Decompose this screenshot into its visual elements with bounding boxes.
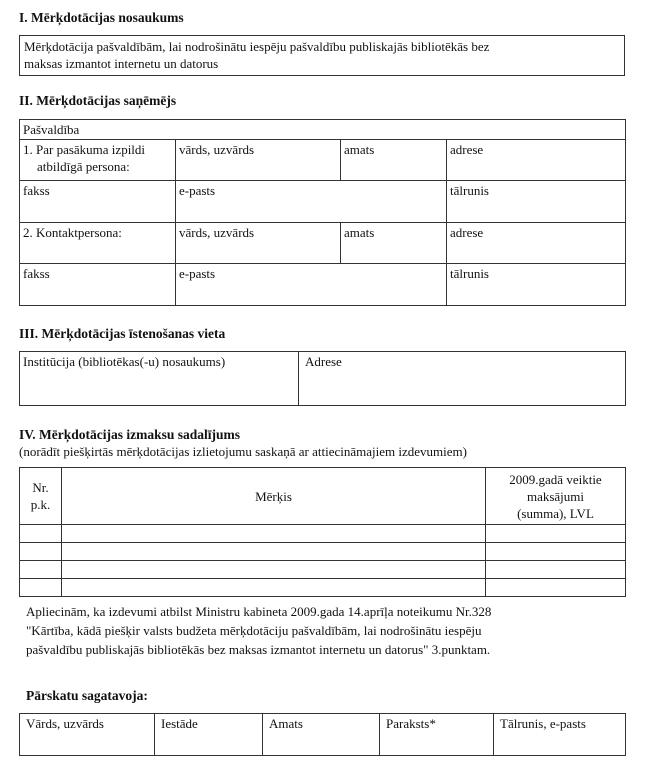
cost-nr-cell[interactable]	[20, 579, 62, 597]
grant-name-table	[19, 35, 625, 76]
prepared-name-cell[interactable]	[20, 714, 155, 756]
person1-email-cell[interactable]	[176, 181, 447, 223]
person1-label-cell	[20, 140, 176, 181]
cost-nr-cell[interactable]	[20, 561, 62, 579]
col-nr-line-1: Nr.	[32, 480, 49, 495]
cost-nr-cell[interactable]	[20, 543, 62, 561]
cost-purpose-cell[interactable]	[62, 525, 486, 543]
col-nr-line-2: p.k.	[30, 497, 51, 512]
col-amount-line-3: (summa), LVL	[517, 505, 594, 521]
prepared-signature-cell[interactable]	[380, 714, 494, 756]
person2-name-cell[interactable]	[176, 223, 341, 264]
col-purpose-header	[62, 468, 486, 525]
grant-name-line-1: Mērķdotācija pašvaldībām, lai nodrošinātu iespēju pašvaldību publiskajās bibliotēkās bez	[24, 39, 490, 54]
person2-email-label: e-pasts	[179, 266, 216, 281]
prepared-institution-label: Iestāde	[161, 716, 198, 731]
institution-cell[interactable]	[20, 352, 299, 406]
person2-fax-label: fakss	[23, 266, 50, 281]
person2-position-cell[interactable]	[341, 223, 447, 264]
prepared-contact-label: Tālrunis, e-pasts	[500, 716, 586, 731]
person1-name-cell[interactable]	[176, 140, 341, 181]
person2-phone-label: tālrunis	[450, 266, 489, 281]
grant-name-line-2: maksas izmantot internetu un datorus	[24, 56, 219, 71]
person2-email-cell[interactable]	[176, 264, 447, 306]
person2-phone-cell[interactable]	[447, 264, 626, 306]
institution-label: Institūcija (bibliotēkas(-u) nosaukums)	[23, 354, 226, 369]
person1-label-line-2: atbildīgā persona:	[37, 159, 130, 174]
cost-amount-cell[interactable]	[486, 579, 626, 597]
cost-amount-cell[interactable]	[486, 543, 626, 561]
prepared-signature-label: Paraksts*	[386, 716, 436, 731]
section-4-subtitle: (norādīt piešķirtās mērķdotācijas izlietojumu saskaņā ar attiecināmajiem izdevumiem)	[19, 444, 467, 459]
prepared-position-cell[interactable]	[263, 714, 380, 756]
person1-fax-label: fakss	[23, 183, 50, 198]
person2-name-label: vārds, uzvārds	[179, 225, 255, 240]
location-table	[19, 351, 626, 406]
col-amount-header	[486, 468, 626, 525]
location-address-label: Adrese	[305, 354, 342, 369]
cost-purpose-cell[interactable]	[62, 561, 486, 579]
person1-name-label: vārds, uzvārds	[179, 142, 255, 157]
section-2-title: II. Mērķdotācijas saņēmējs	[19, 93, 177, 108]
cost-purpose-cell[interactable]	[62, 543, 486, 561]
person2-label: 2. Kontaktpersona:	[23, 225, 122, 240]
prepared-contact-cell[interactable]	[494, 714, 626, 756]
costs-table	[19, 467, 626, 597]
cost-amount-cell[interactable]	[486, 525, 626, 543]
person2-fax-cell[interactable]	[20, 264, 176, 306]
cost-nr-cell[interactable]	[20, 525, 62, 543]
col-purpose-label: Mērķis	[255, 488, 292, 504]
person2-address-label: adrese	[450, 225, 484, 240]
section-1-title: I. Mērķdotācijas nosaukums	[19, 10, 184, 25]
col-amount-line-2: maksājumi	[526, 488, 585, 504]
person2-label-cell	[20, 223, 176, 264]
municipality-label: Pašvaldība	[23, 122, 80, 137]
person1-address-label: adrese	[450, 142, 484, 157]
cost-row	[20, 561, 626, 579]
col-nr-header	[20, 468, 62, 525]
grant-name-cell[interactable]	[20, 36, 625, 76]
cost-amount-cell[interactable]	[486, 561, 626, 579]
confirmation-line-2: "Kārtība, kādā piešķir valsts budžeta mērķdotāciju pašvaldībām, lai nodrošinātu iespēju	[26, 623, 482, 638]
cost-purpose-cell[interactable]	[62, 579, 486, 597]
person1-phone-label: tālrunis	[450, 183, 489, 198]
location-address-cell[interactable]	[299, 352, 626, 406]
prepared-name-label: Vārds, uzvārds	[26, 716, 104, 731]
person2-position-label: amats	[344, 225, 375, 240]
prepared-by-title: Pārskatu sagatavoja:	[26, 688, 148, 703]
person1-email-label: e-pasts	[179, 183, 216, 198]
person2-address-cell[interactable]	[447, 223, 626, 264]
prepared-institution-cell[interactable]	[155, 714, 263, 756]
person1-label-line-1: 1. Par pasākuma izpildi	[23, 142, 146, 157]
cost-row	[20, 525, 626, 543]
person1-phone-cell[interactable]	[447, 181, 626, 223]
confirmation-paragraph	[26, 602, 617, 659]
person1-position-cell[interactable]	[341, 140, 447, 181]
confirmation-line-1: Apliecinām, ka izdevumi atbilst Ministru kabineta 2009.gada 14.aprīļa noteikumu Nr.328	[26, 604, 492, 619]
recipient-table	[19, 119, 626, 306]
section-4-title: IV. Mērķdotācijas izmaksu sadalījums	[19, 427, 241, 442]
person1-position-label: amats	[344, 142, 375, 157]
municipality-cell[interactable]	[20, 120, 626, 140]
prepared-position-label: Amats	[269, 716, 303, 731]
col-amount-line-1: 2009.gadā veiktie	[509, 471, 602, 487]
person1-fax-cell[interactable]	[20, 181, 176, 223]
prepared-by-table	[19, 713, 626, 756]
section-3-title: III. Mērķdotācijas īstenošanas vieta	[19, 326, 226, 341]
confirmation-line-3: pašvaldību publiskajās bibliotēkās bez maksas izmantot internetu un datorus" 3.punktam.	[26, 642, 491, 657]
cost-row	[20, 579, 626, 597]
cost-row	[20, 543, 626, 561]
person1-address-cell[interactable]	[447, 140, 626, 181]
